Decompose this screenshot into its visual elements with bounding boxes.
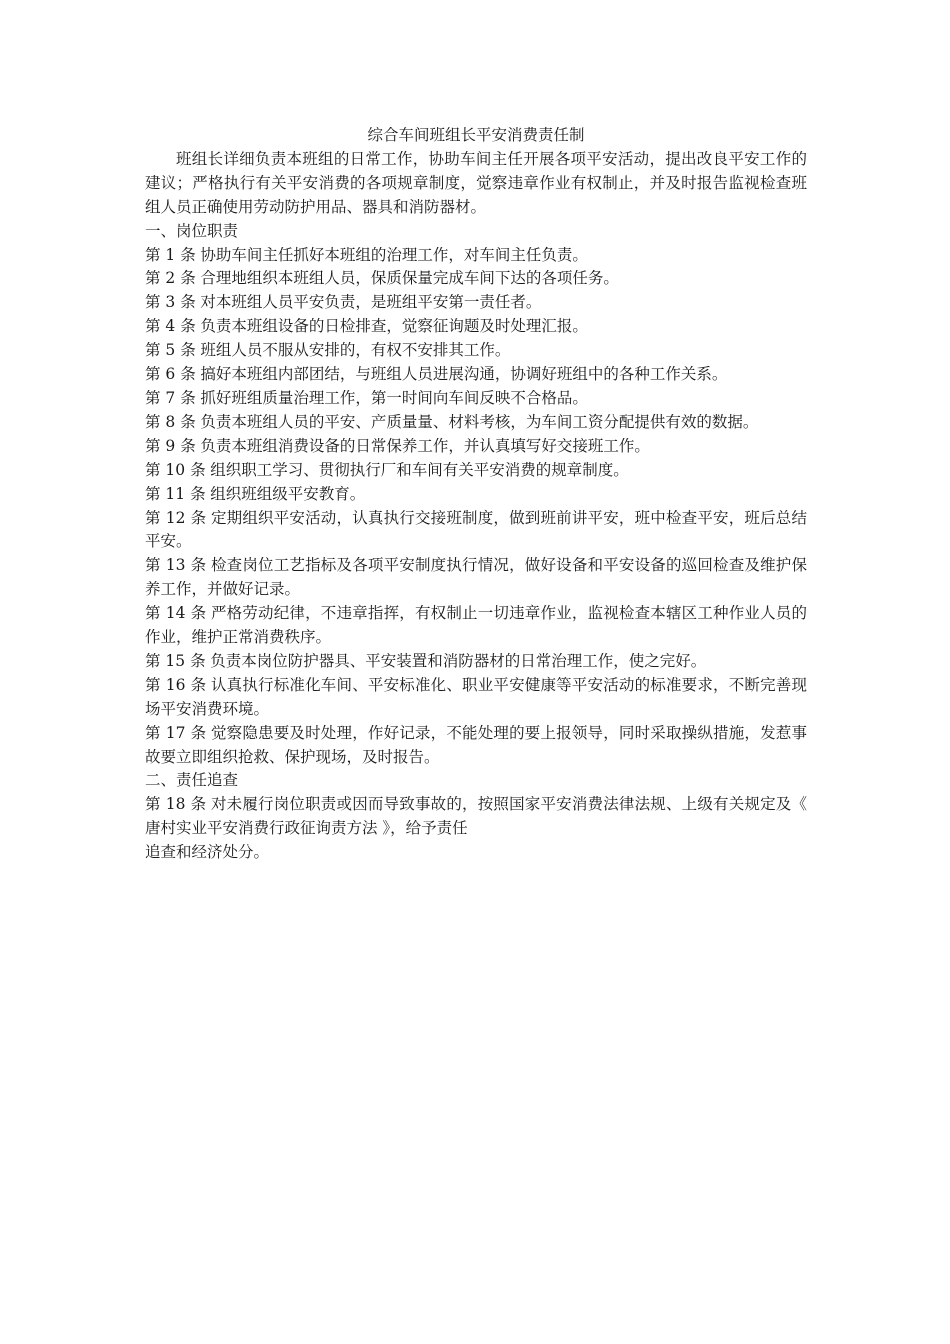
- article-12: [145, 507, 807, 555]
- article-text: 班组人员不服从安排的，有权不安排其工作。: [200, 341, 511, 360]
- article-number: 第 13 条: [145, 556, 207, 575]
- article-number: 第 12 条: [145, 508, 207, 527]
- article-16: [145, 674, 807, 722]
- article-text: 搞好本班组内部团结，与班组人员进展沟通，协调好班组中的各种工作关系。: [200, 365, 728, 384]
- article-number: 第 18 条: [145, 795, 207, 814]
- article-number: 第 5 条: [145, 341, 196, 360]
- document-title: 综合车间班组长平安消费责任制: [367, 126, 585, 144]
- article-number: 第 3 条: [145, 293, 196, 312]
- article-text: 合理地组织本班组人员，保质保量完成车间下达的各项任务。: [200, 269, 619, 288]
- article-4: [145, 315, 807, 339]
- article-number: 第 2 条: [145, 269, 196, 288]
- article-number: 第 7 条: [145, 388, 196, 407]
- article-9: [145, 435, 807, 459]
- article-text: 对未履行岗位职责或因而导致事故的，按照国家平安消费法律法规、上级有关规定及《 唐村实业平安消费行政征询责方法 》，给予责任: [145, 795, 807, 838]
- article-number: 第 14 条: [145, 604, 207, 623]
- article-1: [145, 244, 807, 268]
- article-text: 负责本班组设备的日检排查，觉察征询题及时处理汇报。: [200, 317, 588, 336]
- article-text: 负责本班组人员的平安、产质量量、材料考核，为车间工资分配提供有效的数据。: [200, 412, 759, 431]
- article-6: [145, 363, 807, 387]
- article-5: [145, 339, 807, 363]
- article-number: 第 15 条: [145, 651, 206, 670]
- section-heading-accountability: 二、责任追查: [145, 771, 239, 790]
- article-8: [145, 411, 807, 435]
- intro-paragraph: 班组长详细负责本班组的日常工作，协助车间主任开展各项平安活动，提出改良平安工作的建议；严格执行有关平安消费的各项规章制度，觉察违章作业有权制止，并及时报告监视检查班组人员正确使用劳动防护用品、器具和消防器材。: [145, 149, 807, 216]
- article-text: 协助车间主任抓好本班组的治理工作，对车间主任负责。: [200, 245, 588, 264]
- article-number: 第 4 条: [145, 317, 196, 336]
- article-number: 第 16 条: [145, 675, 207, 694]
- article-text: 组织职工学习、贯彻执行厂和车间有关平安消费的规章制度。: [210, 460, 629, 479]
- article-number: 第 1 条: [145, 245, 196, 264]
- article-3: [145, 291, 807, 315]
- article-14: [145, 602, 807, 650]
- article-number: 第 10 条: [145, 460, 206, 479]
- article-text: 严格劳动纪律，不违章指挥，有权制止一切违章作业，监视检查本辖区工种作业人员的作业，维护正常消费秩序。: [145, 604, 807, 647]
- article-text: 抓好班组质量治理工作，第一时间向车间反映不合格品。: [200, 388, 588, 407]
- article-number: 第 9 条: [145, 436, 196, 455]
- article-number: 第 11 条: [145, 484, 206, 503]
- article-text: 组织班组级平安教育。: [210, 484, 366, 503]
- article-15: [145, 650, 807, 674]
- document-page: [145, 124, 807, 865]
- articles-list: [145, 244, 807, 770]
- article-18: [145, 793, 807, 841]
- article-text: 负责本岗位防护器具、平安装置和消防器材的日常治理工作，使之完好。: [210, 651, 707, 670]
- article-text: 对本班组人员平安负责，是班组平安第一责任者。: [200, 293, 542, 312]
- article-text: 觉察隐患要及时处理，作好记录，不能处理的要上报领导，同时采取操纵措施，发惹事故要立即组织抢救、保护现场，及时报告。: [145, 723, 807, 766]
- article-13: [145, 554, 807, 602]
- article-number: 第 8 条: [145, 412, 196, 431]
- article-number: 第 6 条: [145, 365, 196, 384]
- article-2: [145, 267, 807, 291]
- section-heading-duties: 一、岗位职责: [145, 221, 239, 240]
- article-10: [145, 459, 807, 483]
- article-11: [145, 483, 807, 507]
- article-text: 检查岗位工艺指标及各项平安制度执行情况，做好设备和平安设备的巡回检查及维护保养工作，并做好记录。: [145, 556, 807, 599]
- article-18-continuation: 追查和经济处分。: [145, 843, 270, 862]
- article-7: [145, 387, 807, 411]
- article-number: 第 17 条: [145, 723, 207, 742]
- article-text: 认真执行标准化车间、平安标准化、职业平安健康等平安活动的标准要求，不断完善现场平安消费环境。: [145, 675, 807, 718]
- article-text: 定期组织平安活动，认真执行交接班制度，做到班前讲平安，班中检查平安，班后总结平安。: [145, 508, 807, 551]
- article-17: [145, 722, 807, 770]
- article-text: 负责本班组消费设备的日常保养工作，并认真填写好交接班工作。: [200, 436, 650, 455]
